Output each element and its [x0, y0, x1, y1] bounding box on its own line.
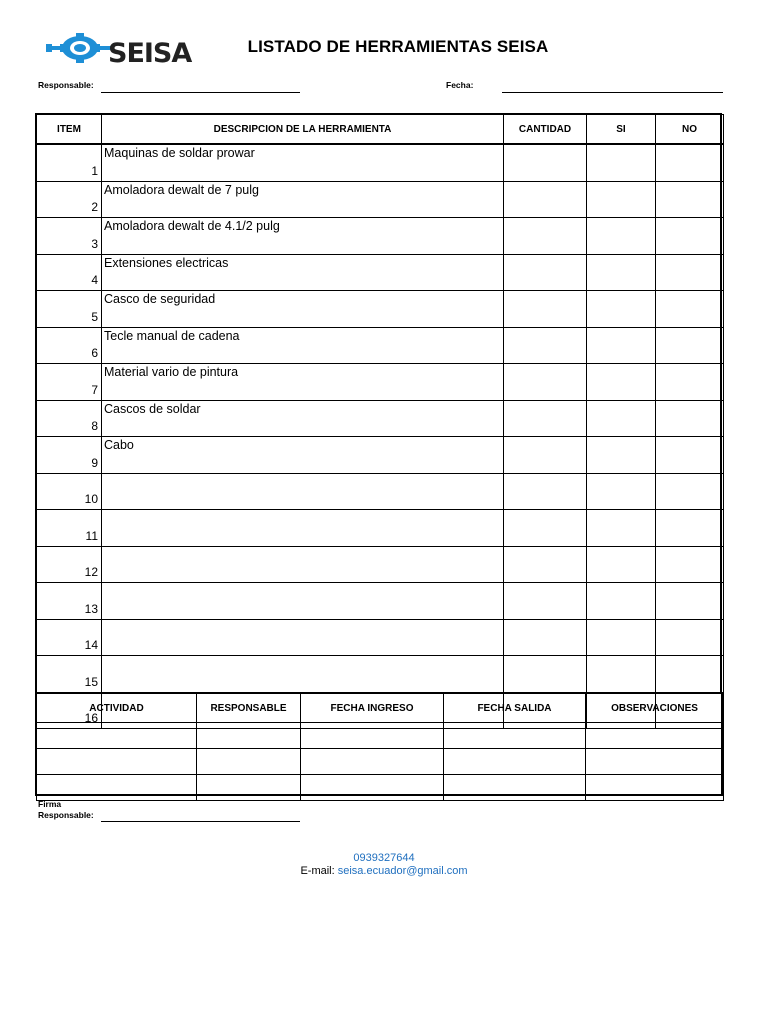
responsable-label: Responsable:	[38, 80, 94, 90]
item-number: 5	[37, 291, 102, 328]
table-row	[37, 364, 724, 401]
no-cell[interactable]	[656, 546, 724, 583]
item-number: 3	[37, 218, 102, 255]
table-row	[37, 291, 724, 328]
table-row	[37, 437, 724, 474]
no-cell[interactable]	[656, 473, 724, 510]
table-row	[37, 619, 724, 656]
item-number: 15	[37, 656, 102, 693]
si-cell[interactable]	[587, 144, 656, 181]
tool-description	[102, 546, 504, 583]
no-cell[interactable]	[656, 144, 724, 181]
item-number: 16	[37, 692, 102, 729]
cantidad-cell[interactable]	[504, 181, 587, 218]
col-actividad: ACTIVIDAD	[37, 694, 197, 723]
no-cell[interactable]	[656, 437, 724, 474]
contact-phone: 0939327644	[353, 852, 415, 864]
col-cantidad: CANTIDAD	[504, 115, 587, 145]
no-cell[interactable]	[656, 291, 724, 328]
activity-row	[37, 723, 724, 749]
col-descripcion: DESCRIPCION DE LA HERRAMIENTA	[102, 115, 504, 145]
cantidad-cell[interactable]	[504, 619, 587, 656]
item-number: 2	[37, 181, 102, 218]
no-cell[interactable]	[656, 327, 724, 364]
si-cell[interactable]	[587, 181, 656, 218]
tool-description: Amoladora dewalt de 4.1/2 pulg	[102, 218, 504, 255]
firma-label-block	[38, 799, 94, 821]
tools-header-row	[37, 115, 724, 145]
cantidad-cell[interactable]	[504, 583, 587, 620]
col-responsable: RESPONSABLE	[197, 694, 301, 723]
tool-description: Material vario de pintura	[102, 364, 504, 401]
si-cell[interactable]	[587, 218, 656, 255]
si-cell[interactable]	[587, 583, 656, 620]
col-item: ITEM	[37, 115, 102, 145]
item-number: 7	[37, 364, 102, 401]
tool-description: Maquinas de soldar prowar	[102, 144, 504, 181]
no-cell[interactable]	[656, 181, 724, 218]
no-cell[interactable]	[656, 218, 724, 255]
tool-description	[102, 583, 504, 620]
tool-description: Cascos de soldar	[102, 400, 504, 437]
no-cell[interactable]	[656, 583, 724, 620]
cantidad-cell[interactable]	[504, 218, 587, 255]
activity-cell[interactable]	[301, 723, 444, 749]
activity-cell[interactable]	[301, 749, 444, 775]
activity-cell[interactable]	[444, 775, 586, 801]
activity-row	[37, 749, 724, 775]
activity-cell[interactable]	[37, 749, 197, 775]
col-fecha-ingreso: FECHA INGRESO	[301, 694, 444, 723]
activity-cell[interactable]	[37, 723, 197, 749]
activity-cell[interactable]	[444, 749, 586, 775]
activity-cell[interactable]	[37, 775, 197, 801]
tool-description	[102, 656, 504, 693]
cantidad-cell[interactable]	[504, 144, 587, 181]
si-cell[interactable]	[587, 254, 656, 291]
cantidad-cell[interactable]	[504, 546, 587, 583]
item-number: 6	[37, 327, 102, 364]
email-label: E-mail:	[300, 865, 335, 877]
tool-description	[102, 510, 504, 547]
si-cell[interactable]	[587, 546, 656, 583]
activity-cell[interactable]	[301, 775, 444, 801]
cantidad-cell[interactable]	[504, 254, 587, 291]
activity-cell[interactable]	[444, 723, 586, 749]
tool-description: Casco de seguridad	[102, 291, 504, 328]
activity-cell[interactable]	[197, 749, 301, 775]
no-cell[interactable]	[656, 619, 724, 656]
col-fecha-salida: FECHA SALIDA	[444, 694, 586, 723]
firma-label: Firma	[38, 799, 62, 809]
col-observaciones: OBSERVACIONES	[586, 694, 724, 723]
table-row	[37, 473, 724, 510]
tool-description: Cabo	[102, 437, 504, 474]
table-row	[37, 656, 724, 693]
tool-description: Amoladora dewalt de 7 pulg	[102, 181, 504, 218]
table-row	[37, 254, 724, 291]
cantidad-cell[interactable]	[504, 656, 587, 693]
activity-cell[interactable]	[586, 723, 724, 749]
cantidad-cell[interactable]	[504, 291, 587, 328]
cantidad-cell[interactable]	[504, 510, 587, 547]
cantidad-cell[interactable]	[504, 400, 587, 437]
si-cell[interactable]	[587, 510, 656, 547]
tool-description: Tecle manual de cadena	[102, 327, 504, 364]
table-row	[37, 181, 724, 218]
table-row	[37, 510, 724, 547]
tool-description	[102, 473, 504, 510]
table-row	[37, 583, 724, 620]
firma-responsable-label: Responsable:	[38, 810, 94, 820]
no-cell[interactable]	[656, 254, 724, 291]
si-cell[interactable]	[587, 291, 656, 328]
fecha-label: Fecha:	[446, 80, 474, 90]
col-si: SI	[587, 115, 656, 145]
table-row	[37, 400, 724, 437]
item-number: 8	[37, 400, 102, 437]
page-title: LISTADO DE HERRAMIENTAS SEISA	[247, 37, 549, 56]
col-no: NO	[656, 115, 724, 145]
activity-cell[interactable]	[197, 775, 301, 801]
activity-header-row	[37, 694, 724, 723]
si-cell[interactable]	[587, 400, 656, 437]
firma-line[interactable]	[101, 821, 300, 822]
fecha-line[interactable]	[502, 92, 723, 93]
activity-cell[interactable]	[586, 775, 724, 801]
item-number: 11	[37, 510, 102, 547]
cantidad-cell[interactable]	[504, 473, 587, 510]
email-link[interactable]: seisa.ecuador@gmail.com	[337, 865, 468, 877]
tool-description	[102, 619, 504, 656]
logo-text: SEISA	[108, 38, 192, 69]
si-cell[interactable]	[587, 656, 656, 693]
tools-table	[36, 114, 724, 729]
si-cell[interactable]	[587, 437, 656, 474]
table-row	[37, 144, 724, 181]
contact-email-line	[0, 865, 768, 877]
no-cell[interactable]	[656, 364, 724, 401]
si-cell[interactable]	[587, 619, 656, 656]
item-number: 4	[37, 254, 102, 291]
activity-cell[interactable]	[197, 723, 301, 749]
si-cell[interactable]	[587, 327, 656, 364]
cantidad-cell[interactable]	[504, 327, 587, 364]
activity-cell[interactable]	[586, 749, 724, 775]
table-row	[37, 546, 724, 583]
no-cell[interactable]	[656, 400, 724, 437]
si-cell[interactable]	[587, 473, 656, 510]
si-cell[interactable]	[587, 364, 656, 401]
cantidad-cell[interactable]	[504, 437, 587, 474]
cantidad-cell[interactable]	[504, 364, 587, 401]
table-row	[37, 218, 724, 255]
responsable-line[interactable]	[101, 92, 300, 93]
table-row	[37, 327, 724, 364]
item-number: 12	[37, 546, 102, 583]
activity-row	[37, 775, 724, 801]
item-number: 14	[37, 619, 102, 656]
tool-description: Extensiones electricas	[102, 254, 504, 291]
item-number: 1	[37, 144, 102, 181]
activity-table	[36, 693, 724, 801]
no-cell[interactable]	[656, 656, 724, 693]
item-number: 10	[37, 473, 102, 510]
item-number: 13	[37, 583, 102, 620]
item-number: 9	[37, 437, 102, 474]
no-cell[interactable]	[656, 510, 724, 547]
